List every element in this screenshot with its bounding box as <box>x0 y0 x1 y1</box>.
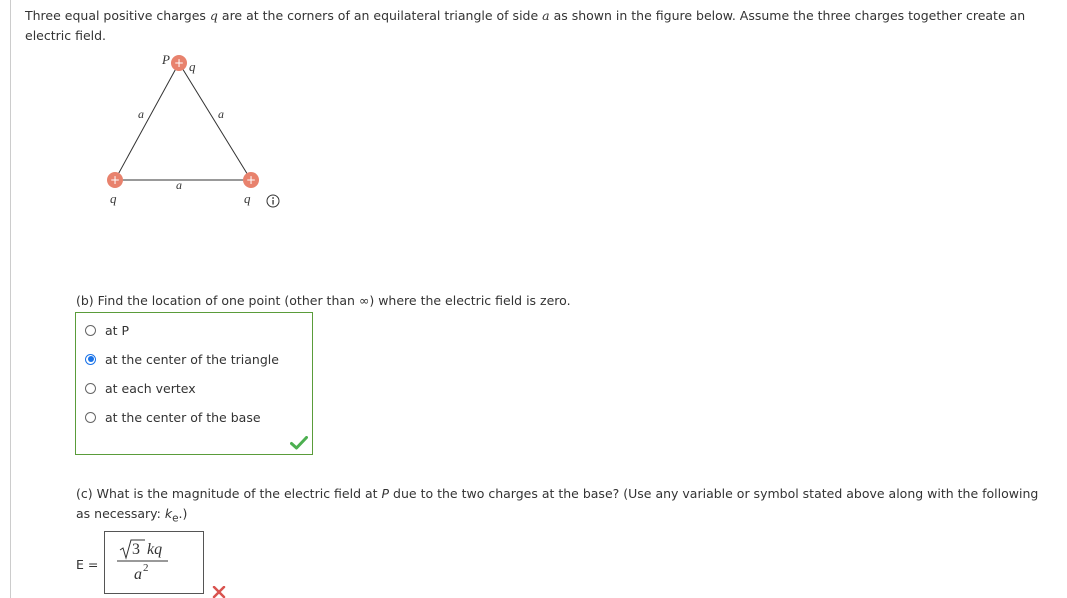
radio-center-triangle[interactable] <box>85 354 96 365</box>
option-label: at P <box>105 322 130 338</box>
radio-at-p[interactable] <box>85 325 96 336</box>
radio-center-base[interactable] <box>85 412 96 423</box>
formula-expression <box>105 532 205 595</box>
sqrt-argument: 3 <box>132 541 140 558</box>
point-p-label: P <box>162 52 170 67</box>
side-right-label: a <box>218 107 224 121</box>
triangle-figure <box>95 45 305 215</box>
part-c-question <box>76 484 1046 529</box>
side-base-label: a <box>176 178 182 192</box>
part-c-sub-e: e <box>172 512 179 525</box>
option-each-vertex[interactable] <box>85 379 196 397</box>
intro-text-3: as shown in the figure below. Assume the three charges together create an electric field. <box>25 8 1026 43</box>
charge-right-label: q <box>244 191 251 206</box>
triangle-outline <box>115 63 251 180</box>
answer-label: E = <box>76 557 99 572</box>
radio-each-vertex[interactable] <box>85 383 96 394</box>
denominator: a <box>134 566 142 583</box>
side-left-label: a <box>138 107 144 121</box>
part-c-text-2: due to the two charges at the base? (Use any variable or symbol stated above along with the following as necessary: <box>76 486 1039 521</box>
answer-input-box[interactable] <box>104 531 204 594</box>
option-center-triangle[interactable] <box>85 350 279 368</box>
option-label: at the center of the base <box>105 409 261 425</box>
left-margin-rule <box>10 0 11 598</box>
part-b-question: (b) Find the location of one point (other than ∞) where the electric field is zero. <box>76 293 571 308</box>
part-c-text-1: (c) What is the magnitude of the electric field at <box>76 486 382 501</box>
part-b-answer-box <box>75 312 313 455</box>
intro-text-2: are at the corners of an equilateral triangle of side <box>217 8 543 23</box>
charge-left-sign: + <box>109 173 121 187</box>
intro-text-1: Three equal positive charges <box>25 8 210 23</box>
exponent: 2 <box>143 562 149 574</box>
part-c-var-k: k <box>164 506 173 521</box>
checkmark-icon <box>290 436 308 450</box>
info-circle-icon[interactable] <box>266 194 280 208</box>
option-at-p[interactable] <box>85 321 129 339</box>
option-label: at each vertex <box>105 380 196 396</box>
x-mark-icon <box>212 586 226 598</box>
option-center-base[interactable] <box>85 408 261 426</box>
option-label: at the center of the triangle <box>105 351 279 367</box>
part-c-text-3: .) <box>178 506 188 521</box>
charge-top-sign: + <box>173 56 185 70</box>
charge-top-label: q <box>189 59 196 74</box>
part-c-var-p: P <box>381 486 390 501</box>
charge-right-sign: + <box>245 173 257 187</box>
charge-left-label: q <box>110 191 117 206</box>
problem-statement <box>25 6 1055 45</box>
intro-var-a: a <box>542 8 550 23</box>
intro-var-q: q <box>209 8 218 23</box>
numerator-vars: kq <box>147 541 163 558</box>
